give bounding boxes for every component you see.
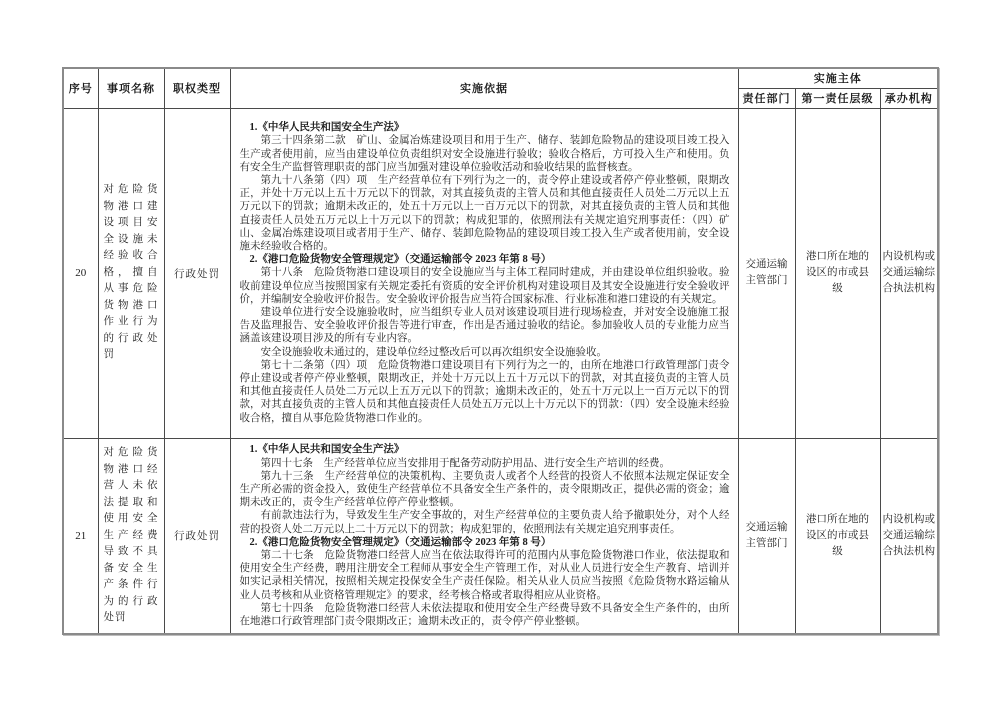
table-row [63,438,938,634]
law-paragraph-text: 第九十三条 生产经营单位的决策机构、主要负责人或者个人经营的投资人不依照本法规定保证安全生产所必需的资金投入，致使生产经营单位不具备安全生产条件的，责令限期改正，提供必需的资金；逾期未改正的，责令生产经营单位停产停业整顿。 [239,470,730,509]
law-paragraph-text: 第三十四条第二款 矿山、金属冶炼建设项目和用于生产、储存、装卸危险物品的建设项目竣工投入生产或者使用前，应当由建设单位负责组织对安全设施进行验收；验收合格后，方可投入生产和使用。负有安全生产监督管理职责的部门应当加强对建设单位验收活动和验收结果的监督核查。 [239,135,730,173]
cell-seq: 20 [63,108,98,438]
cell-responsible-dept: 交通运输主管部门 [738,108,795,438]
header-subject-group: 实施主体 [738,68,938,88]
cell-undertaking-org: 内设机构或交通运输综合执法机构 [880,108,938,438]
law-title-text: 2.《港口危险货物安全管理规定》（交通运输部令 2023 年第 8 号） [249,536,552,548]
header-basis: 实施依据 [230,68,738,108]
cell-authority-type: 行政处罚 [164,108,230,438]
law-paragraph-text: 第七十四条 危险货物港口经营人未依法提取和使用安全生产经费导致不具备安全生产条件的，由所在地港口行政管理部门责令限期改正；逾期未改正的，责令停产停业整顿。 [239,602,730,627]
header-responsible-dept: 责任部门 [738,88,795,108]
law-paragraph-text: 第四十七条 生产经营单位应当安排用于配备劳动防护用品、进行安全生产培训的经费。 [260,457,670,469]
cell-authority-type: 行政处罚 [164,438,230,634]
cell-item-name: 对危险货物港口建设项目安全设施未经验收合格，擅自从事危险货物港口作业行为的行政处罚 [98,108,164,438]
cell-seq: 21 [63,438,98,634]
header-authority-type: 职权类型 [164,68,230,108]
cell-responsible-dept: 交通运输主管部门 [738,438,795,634]
law-paragraph-text: 建设单位进行安全设施验收时，应当组织专业人员对该建设项目进行现场检查，并对安全设施施工报告及监理报告、安全验收评价报告等进行审查，作出是否通过验收的结论。参加验收人员的专业能力应当涵盖该建设项目涉及的所有专业内容。 [239,307,730,345]
cell-basis [230,108,738,438]
cell-first-level: 港口所在地的设区的市或县级 [795,438,880,634]
header-seq: 序号 [63,68,98,108]
cell-basis [230,438,738,634]
law-paragraph-text: 第九十八条第（四）项 生产经营单位有下列行为之一的，责令停止建设或者停产停业整顿，限期改正，并处十万元以上五十万元以下的罚款，对其直接负责的主管人员和其他直接责任人员处二万元以上五万元以下的罚款；逾期未改正的，处五十万元以上一百万元以下的罚款，对其直接负责的主管人员和其他直接责任人员处五万元以上十万元以下的罚款；构成犯罪的，依照刑法有关规定追究刑事责任：（四）矿山、金属冶炼建设项目或者用于生产、储存、装卸危险物品的建设项目竣工投入生产或者使用前，安全设施未经验收合格的。 [239,174,730,252]
cell-undertaking-org: 内设机构或交通运输综合执法机构 [880,438,938,634]
table-row [63,108,938,438]
cell-first-level: 港口所在地的设区的市或县级 [795,108,880,438]
header-row-1 [63,68,938,88]
law-paragraph-text: 有前款违法行为，导致发生生产安全事故的，对生产经营单位的主要负责人给予撤职处分，对个人经营的投资人处二万元以上二十万元以下的罚款；构成犯罪的，依照刑法有关规定追究刑事责任。 [239,510,730,535]
header-undertaking-org: 承办机构 [880,88,938,108]
law-title-text: 1.《中华人民共和国安全生产法》 [249,444,405,456]
law-paragraph-text: 第十八条 危险货物港口建设项目的安全设施应当与主体工程同时建成，并由建设单位组织验收。验收前建设单位应当按照国家有关规定委托有资质的安全评价机构对建设项目及其安全设施进行安全验收评价，并编制安全验收评价报告。安全验收评价报告应当符合国家标准、行业标准和港口建设的有关规定。 [239,267,730,305]
header-first-level: 第一责任层级 [795,88,880,108]
cell-item-name: 对危险货物港口经营人未依法提取和使用安全生产经费导致不具备安全生产条件行为的行政处罚 [98,438,164,634]
law-paragraph-text: 第七十二条第（四）项 危险货物港口建设项目有下列行为之一的，由所在地港口行政管理部门责令停止建设或者停产停业整顿，限期改正，并处十万元以上五十万元以下的罚款，对其直接负责的主管人员和其他直接责任人员处二万元以上五万元以下的罚款；逾期未改正的，处五十万元以上一百万元以下的罚款，对其直接负责的主管人员和其他直接责任人员处五万元以上十万元以下的罚款：（四）安全设施未经验收合格，擅自从事危险货物港口作业的。 [239,359,730,424]
law-paragraph-text: 安全设施验收未通过的，建设单位经过整改后可以再次组织安全设施验收。 [260,346,607,358]
law-title-text: 2.《港口危险货物安全管理规定》（交通运输部令 2023 年第 8 号） [249,254,552,266]
law-title-text: 1.《中华人民共和国安全生产法》 [249,122,405,134]
law-paragraph-text: 第二十七条 危险货物港口经营人应当在依法取得许可的范围内从事危险货物港口作业，依法提取和使用安全生产经费，聘用注册安全工程师从事安全生产管理工作，对从业人员进行安全生产教育、培训并如实记录相关情况，按照相关规定投保安全生产责任保险。相关从业人员应当按照《危险货物水路运输从业人员考核和从业资格管理规定》的要求，经考核合格或者取得相应从业资格。 [239,549,730,601]
header-item-name: 事项名称 [98,68,164,108]
penalty-items-table [62,67,939,635]
